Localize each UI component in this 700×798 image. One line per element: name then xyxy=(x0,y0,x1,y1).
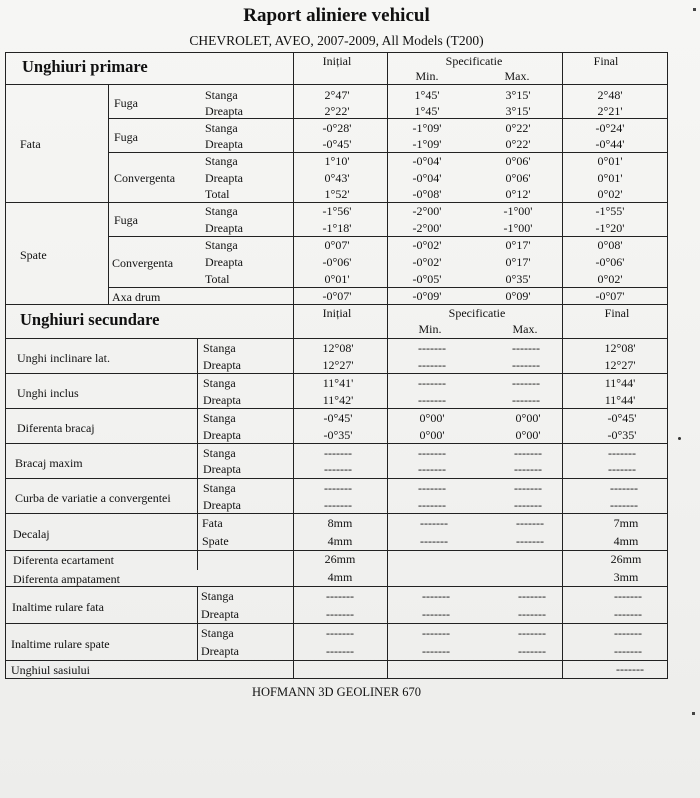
side-label: Stanga xyxy=(203,411,236,425)
side-label: Stanga xyxy=(201,589,234,603)
value-final: -0°24' xyxy=(595,121,625,135)
side-label: Dreapta xyxy=(205,104,243,118)
value-final: -0°45' xyxy=(607,411,637,425)
secondary-label: Inaltime rulare fata xyxy=(12,600,104,614)
secondary-col-max: Max. xyxy=(512,322,538,336)
row-line xyxy=(5,550,668,551)
side-label: Dreapta xyxy=(205,171,243,185)
primary-col-max: Max. xyxy=(504,69,530,83)
value-max: ------- xyxy=(518,644,546,658)
value-initial: -0°35' xyxy=(323,428,353,442)
row-line xyxy=(5,338,668,339)
value-max: 0°00' xyxy=(515,428,541,442)
value-initial: 1°52' xyxy=(324,187,350,201)
group-label-front: Fata xyxy=(20,137,41,151)
value-min: -2°00' xyxy=(412,204,442,218)
value-initial: -0°45' xyxy=(322,137,352,151)
value-max: 0°17' xyxy=(505,238,531,252)
sublabel-camber-front: Fuga xyxy=(114,130,138,144)
value-initial: -0°07' xyxy=(322,289,352,303)
primary-col-final: Final xyxy=(593,54,619,68)
value-initial: 0°43' xyxy=(324,171,350,185)
value-final: 0°02' xyxy=(597,272,623,286)
value-min: ------- xyxy=(418,393,446,407)
side-label: Stanga xyxy=(203,481,236,495)
value-final: -0°06' xyxy=(595,255,625,269)
secondary-label: Decalaj xyxy=(13,527,50,541)
value-min: 1°45' xyxy=(414,88,440,102)
value-final: -1°20' xyxy=(595,221,625,235)
value-initial: 2°22' xyxy=(324,104,350,118)
primary-col-initial: Inițial xyxy=(322,54,352,68)
value-max: 0°17' xyxy=(505,255,531,269)
value-final: 0°02' xyxy=(597,187,623,201)
value-final: ------- xyxy=(614,626,642,640)
wheelbase-diff-final: 3mm xyxy=(613,570,639,584)
sublabel-caster-front: Fuga xyxy=(114,96,138,110)
value-final: ------- xyxy=(610,498,638,512)
secondary-col-final: Final xyxy=(604,306,630,320)
wheelbase-diff-initial: 4mm xyxy=(327,570,353,584)
value-min: ------- xyxy=(422,626,450,640)
value-final: -0°44' xyxy=(595,137,625,151)
page-edge-mark xyxy=(692,712,695,715)
value-min: -0°02' xyxy=(412,238,442,252)
side-label: Total xyxy=(205,187,230,201)
sublabel-camber-rear: Fuga xyxy=(114,213,138,227)
col-divider-initial xyxy=(293,52,294,679)
value-initial: 11°41' xyxy=(322,376,354,390)
value-max: ------- xyxy=(514,481,542,495)
value-min: ------- xyxy=(418,481,446,495)
value-initial: ------- xyxy=(326,607,354,621)
value-final: ------- xyxy=(608,446,636,460)
row-line xyxy=(5,478,668,479)
value-min: 1°45' xyxy=(414,104,440,118)
value-initial: -0°45' xyxy=(323,411,353,425)
group-label-rear: Spate xyxy=(20,248,47,262)
value-max: ------- xyxy=(518,589,546,603)
report-title: Raport aliniere vehicul xyxy=(243,5,430,26)
value-final: ------- xyxy=(614,644,642,658)
value-min: ------- xyxy=(418,376,446,390)
row-line xyxy=(5,408,668,409)
value-max: ------- xyxy=(516,534,544,548)
value-final: 2°21' xyxy=(597,104,623,118)
wheelbase-diff-label: Diferenta ampatament xyxy=(13,572,120,586)
value-max: ------- xyxy=(514,498,542,512)
value-min: -0°04' xyxy=(412,154,442,168)
side-label: Dreapta xyxy=(203,462,241,476)
side-label: Dreapta xyxy=(203,393,241,407)
side-label: Dreapta xyxy=(201,607,239,621)
value-max: ------- xyxy=(516,516,544,530)
value-final: -0°07' xyxy=(595,289,625,303)
row-line xyxy=(5,373,668,374)
value-initial: ------- xyxy=(326,644,354,658)
page-speck xyxy=(678,437,681,440)
value-max: 0°00' xyxy=(515,411,541,425)
vehicle-subtitle: CHEVROLET, AVEO, 2007-2009, All Models (T200) xyxy=(189,33,484,48)
value-max: -1°00' xyxy=(503,204,533,218)
value-initial: 11°42' xyxy=(322,393,354,407)
value-initial: 12°08' xyxy=(322,341,354,355)
value-max: ------- xyxy=(518,626,546,640)
chassis-angle-label: Unghiul sasiului xyxy=(11,663,91,677)
value-min: ------- xyxy=(420,534,448,548)
value-final: 0°01' xyxy=(597,171,623,185)
value-final: 7mm xyxy=(613,516,639,530)
value-min: -0°05' xyxy=(412,272,442,286)
side-label: Spate xyxy=(202,534,229,548)
value-min: ------- xyxy=(422,644,450,658)
secondary-label: Curba de variatie a convergentei xyxy=(15,491,171,505)
side-label: Stanga xyxy=(203,376,236,390)
chassis-angle-final: ------- xyxy=(616,662,644,676)
col-divider-spec xyxy=(387,52,388,679)
value-initial: ------- xyxy=(324,481,352,495)
value-min: 0°00' xyxy=(419,428,445,442)
value-initial: ------- xyxy=(326,589,354,603)
sublabel-thrust-angle: Axa drum xyxy=(112,290,161,304)
primary-col-min: Min. xyxy=(415,69,439,83)
value-final: ------- xyxy=(614,607,642,621)
value-max: 0°22' xyxy=(505,121,531,135)
side-label: Dreapta xyxy=(203,428,241,442)
value-min: ------- xyxy=(418,358,446,372)
value-initial: 0°01' xyxy=(324,272,350,286)
value-initial: -1°18' xyxy=(322,221,352,235)
row-line xyxy=(108,236,668,237)
track-diff-initial: 26mm xyxy=(324,552,356,566)
side-label: Stanga xyxy=(201,626,234,640)
value-final: 4mm xyxy=(613,534,639,548)
value-final: ------- xyxy=(608,462,636,476)
side-label: Dreapta xyxy=(205,137,243,151)
value-max: ------- xyxy=(514,462,542,476)
row-line xyxy=(5,443,668,444)
side-label: Dreapta xyxy=(203,498,241,512)
value-min: -1°09' xyxy=(412,137,442,151)
track-diff-label: Diferenta ecartament xyxy=(13,553,114,567)
value-initial: ------- xyxy=(326,626,354,640)
value-max: 0°09' xyxy=(505,289,531,303)
value-max: 0°35' xyxy=(505,272,531,286)
value-final: -1°55' xyxy=(595,204,625,218)
sublabel-toe-rear: Convergenta xyxy=(112,256,174,270)
side-label: Stanga xyxy=(205,121,238,135)
value-initial: -0°28' xyxy=(322,121,352,135)
value-final: 11°44' xyxy=(604,393,636,407)
value-final: 11°44' xyxy=(604,376,636,390)
secondary-col-initial: Inițial xyxy=(322,306,352,320)
secondary-col-min: Min. xyxy=(418,322,442,336)
side-label: Dreapta xyxy=(205,221,243,235)
value-max: ------- xyxy=(512,358,540,372)
side-label: Stanga xyxy=(205,88,238,102)
value-final: 0°01' xyxy=(597,154,623,168)
side-label: Total xyxy=(205,272,230,286)
value-min: -0°02' xyxy=(412,255,442,269)
row-line xyxy=(108,287,668,288)
value-final: ------- xyxy=(610,481,638,495)
side-label: Dreapta xyxy=(205,255,243,269)
value-initial: 1°10' xyxy=(324,154,350,168)
secondary-label: Diferenta bracaj xyxy=(17,421,95,435)
row-line xyxy=(108,118,668,119)
value-max: 0°12' xyxy=(505,187,531,201)
row-line xyxy=(5,304,668,305)
value-min: -2°00' xyxy=(412,221,442,235)
col-divider-final xyxy=(562,52,563,679)
row-line xyxy=(5,513,668,514)
value-initial: 0°07' xyxy=(324,238,350,252)
value-min: -0°09' xyxy=(412,289,442,303)
value-max: ------- xyxy=(512,393,540,407)
value-max: 0°22' xyxy=(505,137,531,151)
side-label: Fata xyxy=(202,516,223,530)
value-min: ------- xyxy=(418,462,446,476)
value-max: ------- xyxy=(514,446,542,460)
value-initial: 8mm xyxy=(327,516,353,530)
value-initial: -0°06' xyxy=(322,255,352,269)
report-footer: HOFMANN 3D GEOLINER 670 xyxy=(251,685,422,699)
secondary-section-title: Unghiuri secundare xyxy=(20,310,160,329)
value-initial: ------- xyxy=(324,498,352,512)
row-line xyxy=(5,202,668,203)
value-min: -0°08' xyxy=(412,187,442,201)
side-label: Stanga xyxy=(203,341,236,355)
value-max: 0°06' xyxy=(505,154,531,168)
value-initial: ------- xyxy=(324,446,352,460)
value-initial: 4mm xyxy=(327,534,353,548)
track-diff-final: 26mm xyxy=(610,552,642,566)
secondary-label: Unghi inclinare lat. xyxy=(17,351,110,365)
sublabel-toe-front: Convergenta xyxy=(114,171,176,185)
row-line xyxy=(5,586,668,587)
value-min: ------- xyxy=(420,516,448,530)
value-max: ------- xyxy=(512,341,540,355)
value-final: 2°48' xyxy=(597,88,623,102)
value-final: -0°35' xyxy=(607,428,637,442)
value-min: -0°04' xyxy=(412,171,442,185)
side-label: Stanga xyxy=(205,204,238,218)
value-max: 3°15' xyxy=(505,104,531,118)
page-edge-mark xyxy=(693,8,696,11)
value-initial: -1°56' xyxy=(322,204,352,218)
primary-section-title: Unghiuri primare xyxy=(22,57,148,76)
side-label: Dreapta xyxy=(203,358,241,372)
row-line xyxy=(5,84,668,85)
value-min: ------- xyxy=(418,341,446,355)
value-initial: 2°47' xyxy=(324,88,350,102)
side-label: Stanga xyxy=(203,446,236,460)
value-final: 12°27' xyxy=(604,358,636,372)
value-min: -1°09' xyxy=(412,121,442,135)
value-final: 0°08' xyxy=(597,238,623,252)
value-min: 0°00' xyxy=(419,411,445,425)
secondary-label: Inaltime rulare spate xyxy=(11,637,110,651)
value-final: 12°08' xyxy=(604,341,636,355)
value-min: ------- xyxy=(418,498,446,512)
row-line xyxy=(5,660,668,661)
secondary-col-spec: Specificatie xyxy=(448,306,506,320)
row-line xyxy=(108,152,668,153)
secondary-label: Unghi inclus xyxy=(17,386,79,400)
value-max: -1°00' xyxy=(503,221,533,235)
row-line xyxy=(5,623,668,624)
value-final: ------- xyxy=(614,589,642,603)
value-max: 3°15' xyxy=(505,88,531,102)
side-label: Stanga xyxy=(205,238,238,252)
secondary-label: Bracaj maxim xyxy=(15,456,83,470)
value-max: ------- xyxy=(518,607,546,621)
value-initial: ------- xyxy=(324,462,352,476)
value-initial: 12°27' xyxy=(322,358,354,372)
side-label: Stanga xyxy=(205,154,238,168)
side-label: Dreapta xyxy=(201,644,239,658)
value-max: 0°06' xyxy=(505,171,531,185)
col-divider-subgroup xyxy=(108,84,109,304)
value-min: ------- xyxy=(418,446,446,460)
value-min: ------- xyxy=(422,589,450,603)
value-max: ------- xyxy=(512,376,540,390)
primary-col-spec: Specificatie xyxy=(445,54,503,68)
value-min: ------- xyxy=(422,607,450,621)
